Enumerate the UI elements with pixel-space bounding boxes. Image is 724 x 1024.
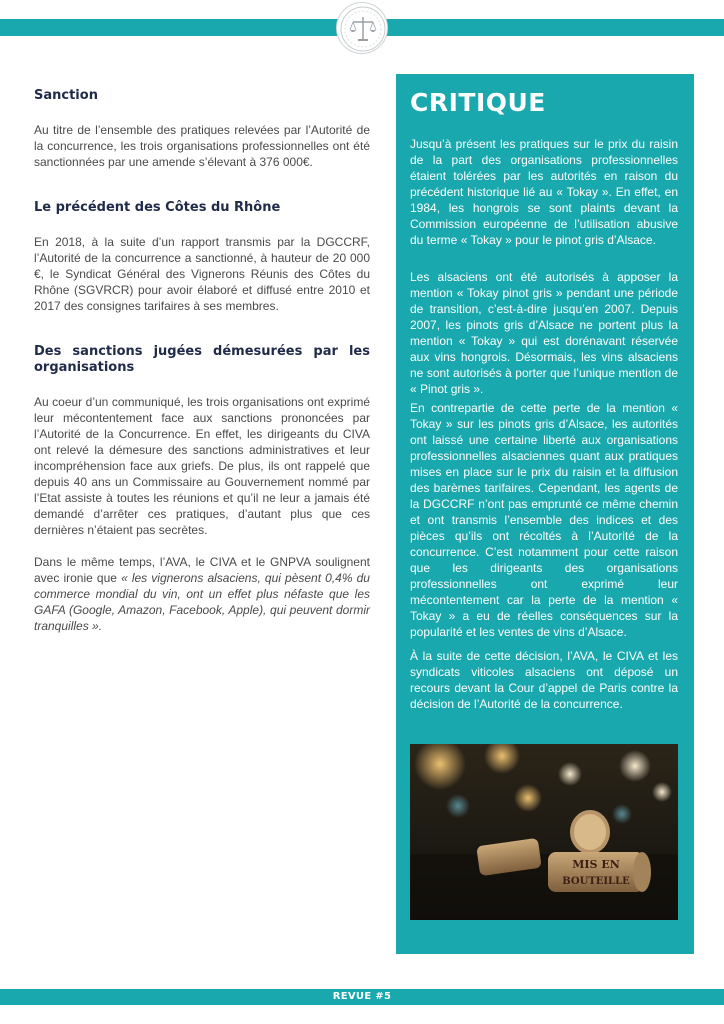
paragraph — [34, 554, 370, 634]
wine-corks-photo — [410, 744, 678, 920]
panel-paragraph: Jusqu’à présent les pratiques sur le prix du raisin de la part des organisations professionnelles étaient tolérées par les autorités en raison du précédent historique lié au « Tokay ». En effet, en 1984, les hongrois se sont plaints devant la Commission européenne de l’utilisation abusive du terme « Tokay » pour le pinot gris d’Alsace. — [410, 137, 678, 247]
paragraph: Au coeur d’un communiqué, les trois organisations ont exprimé leur mécontentement face aux sanctions prononcées par l’Autorité de la Concurrence. En effet, les dirigeants du CIVA ont relevé la démesure des sanctions administratives et leur incompréhension face aux griefs. De plus, ils ont rappelé que depuis 40 ans un Commissaire au Gouvernement nommé par l’Etat assiste à toutes les réunions et qu’il ne leur a jamais été demandé d’arrêter ces pratiques, d’autant plus que ces dernières n’étaient pas secrètes. — [34, 395, 370, 537]
cork-text: BOUTEILLE — [562, 876, 630, 887]
paragraph-text: Dans le même temps, l’AVA, le CIVA et le GNPVA soulignent avec ironie que — [34, 555, 370, 585]
section-heading: Sanction — [34, 88, 98, 103]
paragraph: Au titre de l’ensemble des pratiques relevées par l’Autorité de la concurrence, les trois organisations professionnelles ont été sanctionnées par une amende s’élevant à 376 000€. — [34, 123, 370, 169]
critique-panel — [396, 74, 694, 954]
cork-text: MIS EN — [572, 858, 620, 871]
panel-paragraph: Les alsaciens ont été autorisés à apposer la mention « Tokay pinot gris » pendant une période de transition, c’est-à-dire jusqu’en 2007. Depuis 2007, les pinots gris d’Alsace ne portent plus la mention « Tokay » qui est dorénavant réservée aux vins hongrois. Désormais, les vins alsaciens ne sont autorisés à porter que l’unique mention de « Pinot gris ». — [410, 270, 678, 396]
paragraph: En 2018, à la suite d’un rapport transmis par la DGCCRF, l’Autorité de la concurrence a sanctionné, à hauteur de 20 000 €, le Syndicat Général des Vignerons Réunis des Côtes du Rhône (SGVRCR) pour avoir élaboré et diffusé entre 2010 et 2017 des consignes tarifaires à ses membres. — [34, 235, 370, 313]
panel-paragraph: En contrepartie de cette perte de la mention « Tokay » sur les pinots gris d’Alsace, les autorités ont laissé une certaine liberté aux organisations professionnelles alsaciennes quant aux pratiques mises en place sur le prix du raisin et la diffusion des barèmes tarifaires. Cependant, les agents de la DGCCRF n’ont pas emprunté ce même chemin et ont transmis l’ensemble des indices et des pièces qu’ils ont récoltés à l’Autorité de la concurrence. C’est notamment pour cette raison que les dirigeants des organisations professionnelles ont exprimé leur mécontentement car la perte de la mention « Tokay » a eu de réelles conséquences sur la popularité et les ventes de vins d’Alsace. — [410, 401, 678, 639]
quote-text: « les vignerons alsaciens, qui pèsent 0,4% du commerce mondial du vin, ont un effet plus néfaste que les GAFA (Google, Amazon, Facebook, Apple), qui peuvent dormir tranquilles ». — [34, 571, 370, 633]
panel-paragraph: À la suite de cette décision, l’AVA, le CIVA et les syndicats viticoles alsaciens ont déposé un recours devant la Cour d’appel de Paris contre la décision de l’Autorité de la concurrence. — [410, 649, 678, 711]
footer-label: REVUE #5 — [332, 991, 392, 1002]
section-heading: Le précédent des Côtes du Rhône — [34, 200, 281, 215]
panel-title: CRITIQUE — [410, 88, 546, 117]
section-heading: Des sanctions jugées démesurées par les organisations — [34, 344, 370, 375]
scales-of-justice-icon — [336, 2, 388, 54]
article-left-column — [34, 88, 370, 634]
